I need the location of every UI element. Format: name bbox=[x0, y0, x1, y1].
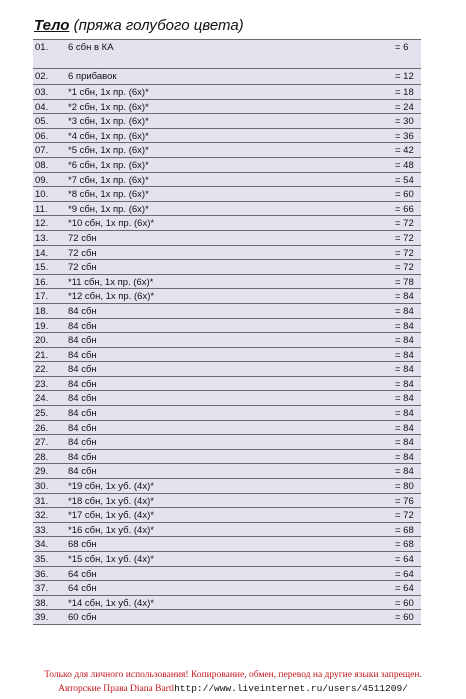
table-row bbox=[33, 567, 421, 582]
row-instruction: 72 сбн bbox=[68, 247, 97, 259]
row-instruction: 84 сбн bbox=[68, 451, 97, 463]
row-number: 21. bbox=[35, 349, 49, 361]
row-number: 22. bbox=[35, 364, 49, 376]
row-result: = 84 bbox=[395, 466, 414, 478]
row-instruction: *8 сбн, 1х пр. (6х)* bbox=[68, 189, 149, 201]
row-result: = 24 bbox=[395, 101, 414, 113]
row-result: = 18 bbox=[395, 87, 414, 98]
row-result: = 30 bbox=[395, 116, 414, 128]
row-instruction: 64 сбн bbox=[68, 568, 97, 580]
row-result: = 60 bbox=[395, 612, 414, 624]
row-instruction: 72 сбн bbox=[68, 262, 97, 274]
row-instruction: 84 сбн bbox=[68, 393, 97, 405]
row-result: = 54 bbox=[395, 174, 414, 186]
author-credit: Авторские Права Diana Bartl bbox=[58, 684, 175, 694]
row-result: = 60 bbox=[395, 189, 414, 201]
copyright-author bbox=[0, 683, 466, 694]
row-instruction: *15 сбн, 1х уб. (4х)* bbox=[68, 554, 154, 565]
row-result: = 80 bbox=[395, 481, 414, 493]
row-number: 23. bbox=[35, 378, 49, 390]
table-row bbox=[33, 391, 421, 406]
row-result: = 84 bbox=[395, 437, 414, 449]
table-row bbox=[33, 494, 421, 509]
table-row bbox=[33, 100, 421, 115]
table-row bbox=[33, 523, 421, 538]
row-number: 32. bbox=[35, 510, 49, 522]
table-row bbox=[33, 508, 421, 523]
row-number: 36. bbox=[35, 568, 49, 580]
row-result: = 64 bbox=[395, 554, 414, 565]
row-instruction: *19 сбн, 1х уб. (4х)* bbox=[68, 481, 154, 493]
row-instruction: *12 сбн, 1х пр. (6х)* bbox=[68, 291, 155, 303]
row-result: = 84 bbox=[395, 364, 414, 376]
row-number: 38. bbox=[35, 597, 49, 609]
row-result: = 72 bbox=[395, 247, 414, 259]
row-number: 12. bbox=[35, 218, 49, 230]
row-result: = 84 bbox=[395, 451, 414, 463]
row-number: 06. bbox=[35, 130, 49, 142]
row-number: 25. bbox=[35, 408, 49, 420]
table-row bbox=[33, 537, 421, 552]
table-row bbox=[33, 362, 421, 377]
row-result: = 84 bbox=[395, 320, 414, 332]
row-instruction: *2 сбн, 1х пр. (6х)* bbox=[68, 101, 149, 113]
row-result: = 64 bbox=[395, 583, 414, 595]
row-result: = 84 bbox=[395, 305, 414, 317]
source-url: http://www.liveinternet.ru/users/4511209/ bbox=[174, 683, 408, 694]
row-number: 39. bbox=[35, 612, 49, 624]
row-result: = 42 bbox=[395, 145, 414, 157]
row-number: 09. bbox=[35, 174, 49, 186]
title-bold: Тело bbox=[34, 17, 70, 34]
row-result: = 66 bbox=[395, 203, 414, 215]
row-instruction: 84 сбн bbox=[68, 378, 97, 390]
row-number: 14. bbox=[35, 247, 49, 259]
row-number: 05. bbox=[35, 116, 49, 128]
row-result: = 72 bbox=[395, 232, 414, 244]
row-number: 08. bbox=[35, 159, 49, 171]
table-row bbox=[33, 464, 421, 479]
row-number: 03. bbox=[35, 87, 49, 98]
row-number: 20. bbox=[35, 335, 49, 347]
table-row bbox=[33, 129, 421, 144]
table-row bbox=[33, 85, 421, 100]
row-number: 29. bbox=[35, 466, 49, 478]
row-result: = 84 bbox=[395, 422, 414, 434]
row-instruction: 6 сбн в КА bbox=[68, 42, 114, 53]
table-row bbox=[33, 479, 421, 494]
row-result: = 64 bbox=[395, 568, 414, 580]
row-result: = 6 bbox=[395, 42, 409, 53]
table-row bbox=[33, 596, 421, 611]
table-row bbox=[33, 40, 421, 69]
row-instruction: *9 сбн, 1х пр. (6х)* bbox=[68, 203, 149, 215]
row-instruction: 84 сбн bbox=[68, 466, 97, 478]
row-instruction: 60 сбн bbox=[68, 612, 97, 624]
row-instruction: 84 сбн bbox=[68, 408, 97, 420]
row-instruction: *1 сбн, 1х пр. (6х)* bbox=[68, 87, 149, 98]
table-row bbox=[33, 333, 421, 348]
table-row bbox=[33, 581, 421, 596]
row-result: = 84 bbox=[395, 408, 414, 420]
table-row bbox=[33, 348, 421, 363]
row-result: = 78 bbox=[395, 276, 414, 288]
row-instruction: 68 сбн bbox=[68, 539, 97, 551]
row-result: = 36 bbox=[395, 130, 414, 142]
table-row bbox=[33, 421, 421, 436]
row-instruction: *16 сбн, 1х уб. (4х)* bbox=[68, 524, 154, 536]
row-instruction: *6 сбн, 1х пр. (6х)* bbox=[68, 159, 149, 171]
table-row bbox=[33, 450, 421, 465]
table-row bbox=[33, 552, 421, 567]
row-number: 27. bbox=[35, 437, 49, 449]
row-instruction: *18 сбн, 1х уб. (4х)* bbox=[68, 495, 154, 507]
row-instruction: *17 сбн, 1х уб. (4х)* bbox=[68, 510, 154, 522]
row-instruction: *14 сбн, 1х уб. (4х)* bbox=[68, 597, 154, 609]
table-row bbox=[33, 231, 421, 246]
copyright-notice: Только для личного использования! Копирование, обмен, перевод на другие языки запрещен. bbox=[44, 670, 422, 680]
row-instruction: *4 сбн, 1х пр. (6х)* bbox=[68, 130, 149, 142]
table-row bbox=[33, 202, 421, 217]
table-row bbox=[33, 158, 421, 173]
table-row bbox=[33, 173, 421, 188]
row-instruction: 64 сбн bbox=[68, 583, 97, 595]
row-result: = 84 bbox=[395, 349, 414, 361]
row-number: 15. bbox=[35, 262, 49, 274]
row-result: = 48 bbox=[395, 159, 414, 171]
table-row bbox=[33, 114, 421, 129]
table-row bbox=[33, 69, 421, 85]
pattern-table bbox=[33, 39, 421, 625]
row-number: 30. bbox=[35, 481, 49, 493]
row-instruction: *5 сбн, 1х пр. (6х)* bbox=[68, 145, 149, 157]
row-number: 28. bbox=[35, 451, 49, 463]
row-number: 07. bbox=[35, 145, 49, 157]
table-row bbox=[33, 246, 421, 261]
table-row bbox=[33, 304, 421, 319]
row-result: = 68 bbox=[395, 524, 414, 536]
row-instruction: 84 сбн bbox=[68, 335, 97, 347]
row-instruction: 6 прибавок bbox=[68, 71, 117, 82]
row-number: 35. bbox=[35, 554, 49, 565]
row-result: = 84 bbox=[395, 393, 414, 405]
table-row bbox=[33, 289, 421, 304]
table-row bbox=[33, 260, 421, 275]
table-row bbox=[33, 216, 421, 231]
row-number: 26. bbox=[35, 422, 49, 434]
table-row bbox=[33, 187, 421, 202]
row-number: 34. bbox=[35, 539, 49, 551]
row-number: 01. bbox=[35, 42, 49, 53]
row-result: = 60 bbox=[395, 597, 414, 609]
row-number: 17. bbox=[35, 291, 49, 303]
row-result: = 68 bbox=[395, 539, 414, 551]
row-number: 24. bbox=[35, 393, 49, 405]
row-number: 19. bbox=[35, 320, 49, 332]
row-number: 31. bbox=[35, 495, 49, 507]
row-instruction: 84 сбн bbox=[68, 305, 97, 317]
row-instruction: *3 сбн, 1х пр. (6х)* bbox=[68, 116, 149, 128]
page-title bbox=[34, 17, 244, 34]
row-number: 18. bbox=[35, 305, 49, 317]
row-instruction: *11 сбн, 1х пр. (6х)* bbox=[68, 276, 154, 288]
table-row bbox=[33, 143, 421, 158]
row-result: = 84 bbox=[395, 378, 414, 390]
row-result: = 72 bbox=[395, 218, 414, 230]
row-result: = 72 bbox=[395, 262, 414, 274]
row-instruction: 84 сбн bbox=[68, 364, 97, 376]
table-row bbox=[33, 406, 421, 421]
row-instruction: 84 сбн bbox=[68, 437, 97, 449]
row-instruction: *7 сбн, 1х пр. (6х)* bbox=[68, 174, 149, 186]
title-rest: (пряжа голубого цвета) bbox=[69, 17, 244, 34]
row-number: 16. bbox=[35, 276, 49, 288]
row-result: = 76 bbox=[395, 495, 414, 507]
row-result: = 84 bbox=[395, 291, 414, 303]
row-number: 04. bbox=[35, 101, 49, 113]
row-result: = 12 bbox=[395, 71, 414, 82]
row-instruction: 72 сбн bbox=[68, 232, 97, 244]
table-row bbox=[33, 319, 421, 334]
table-row bbox=[33, 435, 421, 450]
row-number: 37. bbox=[35, 583, 49, 595]
row-result: = 72 bbox=[395, 510, 414, 522]
row-number: 11. bbox=[35, 203, 48, 215]
table-row bbox=[33, 377, 421, 392]
row-instruction: 84 сбн bbox=[68, 349, 97, 361]
row-number: 33. bbox=[35, 524, 49, 536]
row-instruction: 84 сбн bbox=[68, 320, 97, 332]
row-instruction: 84 сбн bbox=[68, 422, 97, 434]
row-instruction: *10 сбн, 1х пр. (6х)* bbox=[68, 218, 155, 230]
row-number: 13. bbox=[35, 232, 49, 244]
table-row bbox=[33, 610, 421, 625]
row-number: 10. bbox=[35, 189, 49, 201]
table-row bbox=[33, 275, 421, 290]
row-number: 02. bbox=[35, 71, 49, 82]
row-result: = 84 bbox=[395, 335, 414, 347]
